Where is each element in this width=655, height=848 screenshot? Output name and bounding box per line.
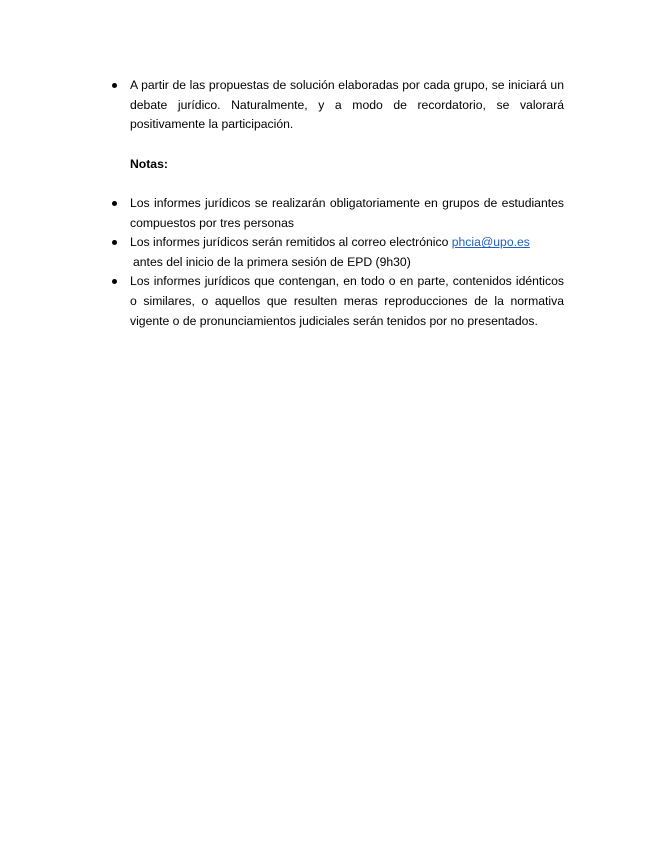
- list-item-text-continuation: antes del inicio de la primera sesión de EPD (9h30): [133, 254, 411, 269]
- list-item-text: Los informes jurídicos que contengan, en todo o en parte, contenidos idénticos o similares, o aquellos que resulten meras reproducciones de la normativa vigente o de pronunciamientos judiciales serán tenidos por no presentados.: [130, 274, 564, 328]
- notes-heading: Notas:: [130, 157, 168, 171]
- list-item-groups: [130, 194, 564, 233]
- list-item-text: A partir de las propuestas de solución elaboradas por cada grupo, se iniciará un debate jurídico. Naturalmente, y a modo de recordatorio, se valorará positivamente la participación.: [130, 78, 564, 132]
- list-item-debate: [130, 76, 564, 135]
- notes-heading-section: [130, 155, 564, 175]
- email-link[interactable]: phcia@upo.es: [451, 235, 530, 250]
- list-item-email: [130, 233, 564, 272]
- notes-list: [130, 194, 564, 331]
- list-item-text: Los informes jurídicos se realizarán obligatoriamente en grupos de estudiantes compuestos por tres personas: [130, 196, 564, 230]
- intro-section: [130, 76, 564, 135]
- list-item-text: Los informes jurídicos serán remitidos al correo electrónico: [130, 235, 452, 250]
- list-item-plagiarism: [130, 272, 564, 331]
